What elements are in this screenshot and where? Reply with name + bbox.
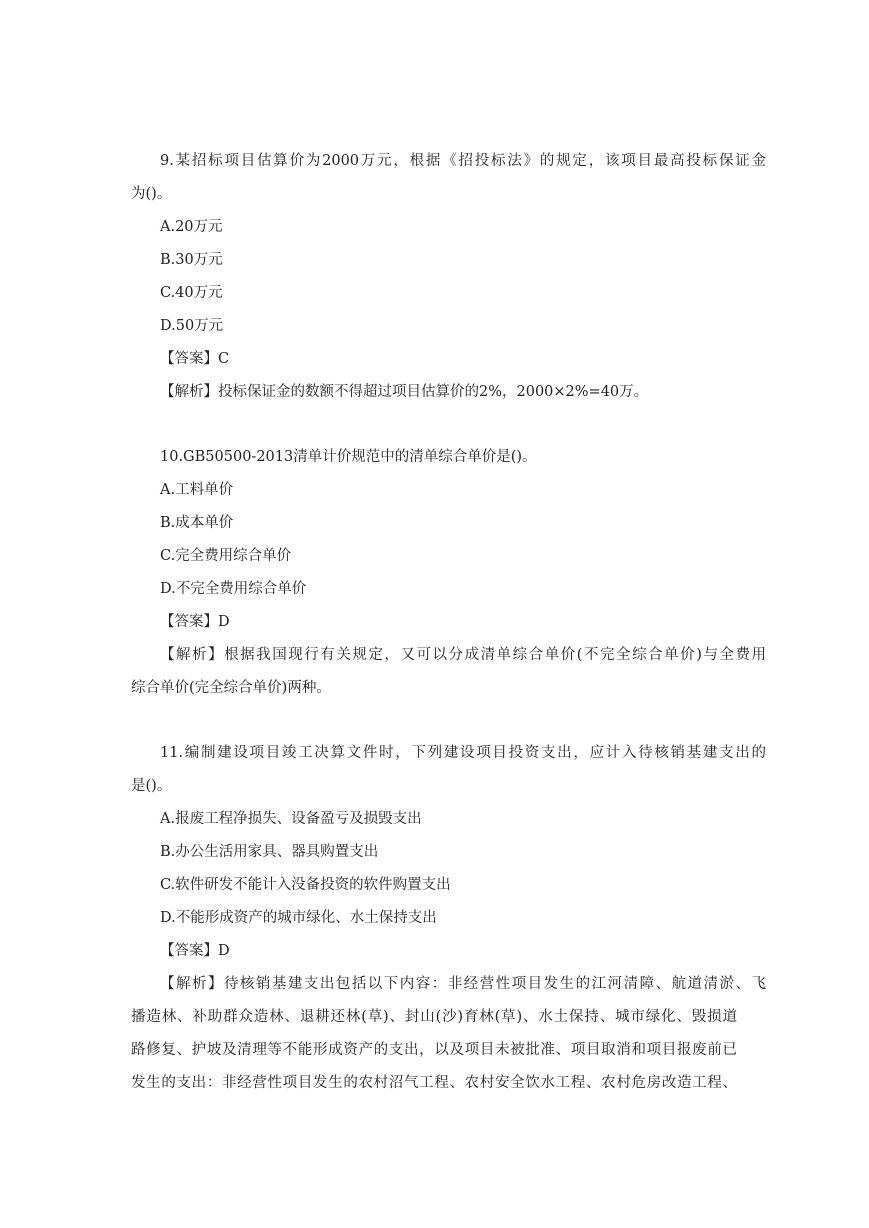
question-9-analysis: 【解析】投标保证金的数额不得超过项目估算价的2%，2000×2%=40万。: [160, 384, 649, 400]
document-body: [131, 145, 766, 1100]
question-11-analysis-line-3: 路修复、护坡及清理等不能形成资产的支出，以及项目未被批准、项目取消和项目报废前已: [131, 1042, 737, 1058]
question-11-analysis-line-2: 播造林、补助群众造林、退耕还林(草)、封山(沙)育林(草)、水土保持、城市绿化、毁损道: [131, 1009, 737, 1025]
question-spacer: [131, 705, 737, 737]
question-9-answer: 【答案】C: [160, 351, 230, 367]
question-11-analysis-line-1: 【解析】待核销基建支出包括以下内容：非经营性项目发生的江河清障、航道清淤、飞: [160, 976, 766, 992]
question-9: [131, 145, 766, 409]
question-10-option-d: D.不完全费用综合单价: [160, 581, 307, 597]
question-9-option-a: A.20万元: [160, 219, 223, 235]
question-9-option-c: C.40万元: [160, 285, 223, 301]
question-10-option-c: C.完全费用综合单价: [160, 548, 292, 564]
question-11-option-c: C.软件研发不能计入没备投资的软件购置支出: [160, 877, 451, 893]
question-11-stem-line-1: 11.编制建设项目竣工决算文件时，下列建设项目投资支出，应计入待核销基建支出的: [160, 745, 766, 761]
question-9-option-d: D.50万元: [160, 318, 224, 334]
question-10-option-a: A.工料单价: [160, 482, 234, 498]
question-11-option-a: A.报废工程净损失、设备盈亏及损毁支出: [160, 811, 422, 827]
question-11-analysis-line-4: 发生的支出：非经营性项目发生的农村沼气工程、农村安全饮水工程、农村危房改造工程、: [131, 1075, 737, 1091]
question-10-analysis-line-1: 【解析】根据我国现行有关规定，又可以分成清单综合单价(不完全综合单价)与全费用: [160, 647, 766, 663]
question-11-option-b: B.办公生活用家具、器具购置支出: [160, 844, 379, 860]
question-10: [131, 441, 766, 705]
question-10-answer: 【答案】D: [160, 614, 230, 630]
question-11-stem-line-2: 是()。: [131, 778, 172, 794]
question-9-stem-line-2: 为()。: [131, 186, 172, 202]
question-spacer: [131, 409, 737, 441]
question-10-option-b: B.成本单价: [160, 515, 234, 531]
question-10-stem: 10.GB50500-2013清单计价规范中的清单综合单价是()。: [160, 449, 537, 465]
question-9-option-b: B.30万元: [160, 252, 223, 268]
question-11: [131, 737, 766, 1100]
question-11-option-d: D.不能形成资产的城市绿化、水土保持支出: [160, 910, 437, 926]
question-10-analysis-line-2: 综合单价(完全综合单价)两种。: [131, 680, 331, 696]
question-9-stem-line-1: 9.某招标项目估算价为2000万元，根据《招投标法》的规定，该项目最高投标保证金: [160, 153, 766, 169]
question-11-answer: 【答案】D: [160, 943, 230, 959]
